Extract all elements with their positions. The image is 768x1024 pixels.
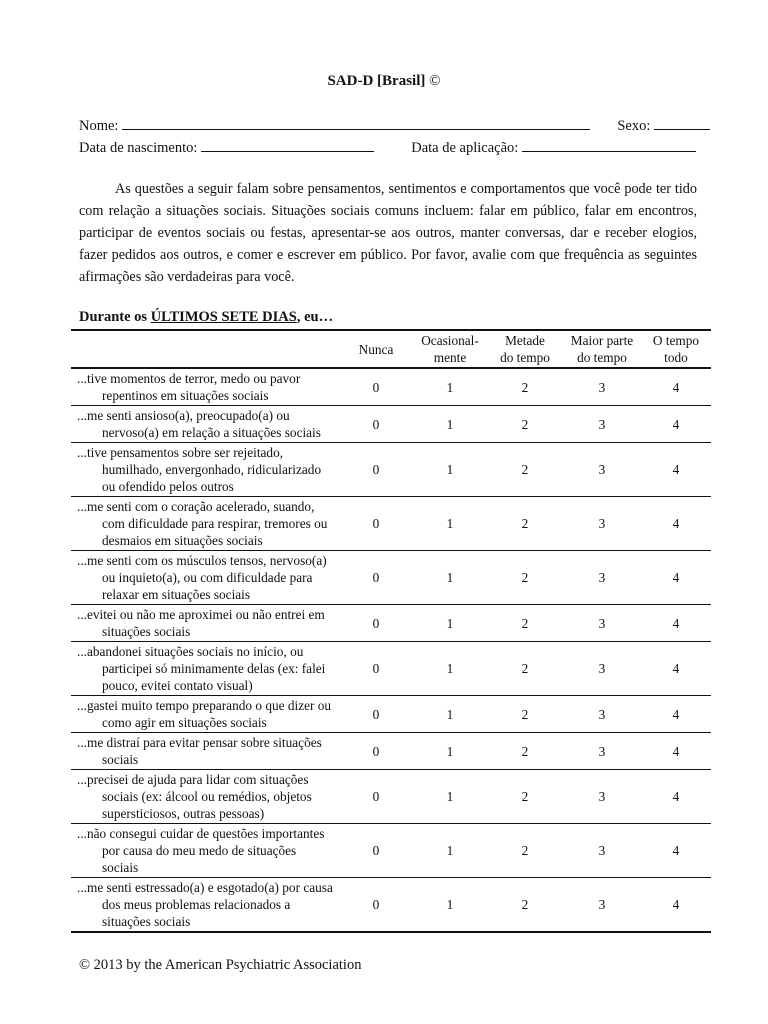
item-text: ...tive pensamentos sobre ser rejeitado, humilhado, envergonhado, ridicularizado ou ofendido pelos outros	[77, 445, 322, 494]
table-row	[71, 733, 711, 770]
score-option[interactable]: 4	[672, 379, 680, 395]
item-text: ...evitei ou não me aproximei ou não entrei em situações sociais	[77, 607, 325, 639]
item-text-cell	[71, 551, 339, 605]
header-column: Metade do tempo	[500, 333, 550, 365]
score-option[interactable]: 3	[598, 416, 606, 432]
rating-table	[71, 329, 711, 933]
score-option[interactable]: 1	[446, 661, 454, 676]
item-text-cell	[71, 406, 339, 443]
item-text: ...me senti estressado(a) e esgotado(a) por causa dos meus problemas relacionados a situações sociais	[77, 880, 333, 929]
item-text-cell	[71, 696, 339, 733]
item-text-cell	[71, 770, 339, 824]
application-date-label: Data de aplicação:	[411, 140, 519, 156]
section-heading	[79, 309, 333, 326]
table-row	[71, 878, 711, 933]
copyright-symbol: ©	[429, 73, 441, 89]
score-option[interactable]: 4	[672, 661, 680, 676]
score-option[interactable]: 0	[372, 661, 380, 676]
item-text-cell	[71, 824, 339, 878]
item-text: ...gastei muito tempo preparando o que dizer ou como agir em situações sociais	[77, 698, 332, 730]
score-option[interactable]: 1	[446, 789, 454, 804]
score-option[interactable]: 0	[372, 516, 380, 531]
table-row	[71, 642, 711, 696]
score-option[interactable]: 4	[672, 897, 680, 912]
score-option[interactable]: 1	[446, 416, 454, 432]
table-row	[71, 368, 711, 406]
instructions-paragraph: As questões a seguir falam sobre pensamentos, sentimentos e comportamentos que você pode ter tido com relação a situações sociais. Situações sociais comuns incluem: falar em público, falar em encontros, participar de eventos sociais ou festas, apresentar-se aos outros, manter conversas, dar e receber elogios, fazer pedidos aos outros, e comer e escrever em público. Por favor, avalie com que frequência as seguintes afirmações são verdadeiras para você.	[79, 181, 697, 286]
table-header-row	[71, 330, 711, 368]
item-text: ...precisei de ajuda para lidar com situações sociais (ex: álcool ou remédios, objetos supersticiosos, outras pessoas)	[77, 772, 312, 821]
name-field[interactable]	[122, 117, 590, 130]
score-option[interactable]: 1	[446, 706, 454, 722]
score-option[interactable]: 3	[598, 516, 606, 531]
score-option[interactable]: 3	[598, 743, 606, 759]
score-option[interactable]: 2	[521, 897, 529, 912]
section-prefix: Durante os	[79, 309, 151, 325]
score-option[interactable]: 1	[446, 897, 454, 912]
item-text: ...não consegui cuidar de questões importantes por causa do meu medo de situações sociais	[77, 826, 325, 875]
score-option[interactable]: 0	[372, 843, 380, 858]
item-text-cell	[71, 368, 339, 406]
score-option[interactable]: 2	[521, 416, 529, 432]
item-text: ...me distraí para evitar pensar sobre situações sociais	[77, 735, 322, 767]
item-text: ...me senti ansioso(a), preocupado(a) ou nervoso(a) em relação a situações sociais	[77, 408, 321, 440]
table-row	[71, 696, 711, 733]
item-text-cell	[71, 443, 339, 497]
score-option[interactable]: 3	[598, 897, 606, 912]
header-column: O tempo todo	[652, 333, 700, 365]
score-option[interactable]: 0	[372, 706, 380, 722]
score-option[interactable]: 3	[598, 462, 606, 477]
item-text-cell	[71, 733, 339, 770]
birth-date-field[interactable]	[201, 139, 374, 152]
score-option[interactable]: 4	[672, 462, 680, 477]
application-date-field[interactable]	[522, 139, 696, 152]
score-option[interactable]: 2	[521, 615, 529, 631]
score-option[interactable]: 2	[521, 789, 529, 804]
item-text: ...tive momentos de terror, medo ou pavor repentinos em situações sociais	[77, 371, 301, 403]
score-option[interactable]: 2	[521, 462, 529, 477]
table-row	[71, 443, 711, 497]
score-option[interactable]: 0	[372, 462, 380, 477]
score-option[interactable]: 0	[372, 743, 380, 759]
score-option[interactable]: 1	[446, 615, 454, 631]
score-option[interactable]: 0	[372, 897, 380, 912]
score-option[interactable]: 1	[446, 570, 454, 585]
score-option[interactable]: 3	[598, 570, 606, 585]
item-text: ...abandonei situações sociais no início, ou participei só minimamente delas (ex: falei pouco, evitei contato visual)	[77, 644, 326, 693]
header-item-column	[71, 330, 339, 368]
score-option[interactable]: 3	[598, 706, 606, 722]
page-title	[0, 73, 768, 90]
score-option[interactable]: 1	[446, 843, 454, 858]
score-option[interactable]: 3	[598, 843, 606, 858]
score-option[interactable]: 4	[672, 516, 680, 531]
score-option[interactable]: 3	[598, 379, 606, 395]
score-option[interactable]: 4	[672, 416, 680, 432]
score-option[interactable]: 0	[372, 570, 380, 585]
header-column: Nunca	[358, 341, 394, 357]
item-text: ...me senti com os músculos tensos, nervoso(a) ou inquieto(a), ou com dificuldade para relaxar em situações sociais	[77, 553, 327, 602]
item-text: ...me senti com o coração acelerado, suando, com dificuldade para respirar, tremores ou desmaios em situações sociais	[77, 499, 328, 548]
table-row	[71, 497, 711, 551]
header-column: Ocasional- mente	[421, 333, 479, 365]
score-option[interactable]: 2	[521, 743, 529, 759]
item-text-cell	[71, 642, 339, 696]
title-text: SAD-D [Brasil]	[327, 73, 426, 89]
score-option[interactable]: 2	[521, 661, 529, 676]
score-option[interactable]: 2	[521, 570, 529, 585]
score-option[interactable]: 0	[372, 379, 380, 395]
sex-field[interactable]	[654, 117, 710, 130]
score-option[interactable]: 0	[372, 416, 380, 432]
score-option[interactable]: 1	[446, 379, 454, 395]
score-option[interactable]: 4	[672, 743, 680, 759]
score-option[interactable]: 2	[521, 706, 529, 722]
copyright-footer: © 2013 by the American Psychiatric Association	[79, 957, 362, 973]
score-option[interactable]: 3	[598, 789, 606, 804]
score-option[interactable]: 1	[446, 516, 454, 531]
score-option[interactable]: 1	[446, 462, 454, 477]
section-suffix: , eu…	[296, 309, 334, 325]
score-option[interactable]: 0	[372, 615, 380, 631]
name-sex-row	[79, 117, 710, 135]
table-row	[71, 770, 711, 824]
section-emphasis: ÚLTIMOS SETE DIAS	[150, 309, 297, 325]
score-option[interactable]: 4	[672, 570, 680, 585]
score-option[interactable]: 2	[521, 843, 529, 858]
item-text-cell	[71, 878, 339, 933]
sex-label: Sexo:	[617, 118, 651, 134]
score-option[interactable]: 3	[598, 661, 606, 676]
dates-row	[79, 139, 696, 157]
table-row	[71, 551, 711, 605]
score-option[interactable]: 3	[598, 615, 606, 631]
score-option[interactable]: 2	[521, 379, 529, 395]
score-option[interactable]: 1	[446, 743, 454, 759]
score-option[interactable]: 2	[521, 516, 529, 531]
score-option[interactable]: 4	[672, 789, 680, 804]
table-row	[71, 605, 711, 642]
item-text-cell	[71, 605, 339, 642]
table-row	[71, 824, 711, 878]
score-option[interactable]: 4	[672, 706, 680, 722]
score-option[interactable]: 4	[672, 615, 680, 631]
birth-date-label: Data de nascimento:	[79, 140, 198, 156]
item-text-cell	[71, 497, 339, 551]
score-option[interactable]: 4	[672, 843, 680, 858]
score-option[interactable]: 0	[372, 789, 380, 804]
name-label: Nome:	[79, 118, 119, 134]
table-row	[71, 406, 711, 443]
header-column: Maior parte do tempo	[570, 333, 634, 365]
